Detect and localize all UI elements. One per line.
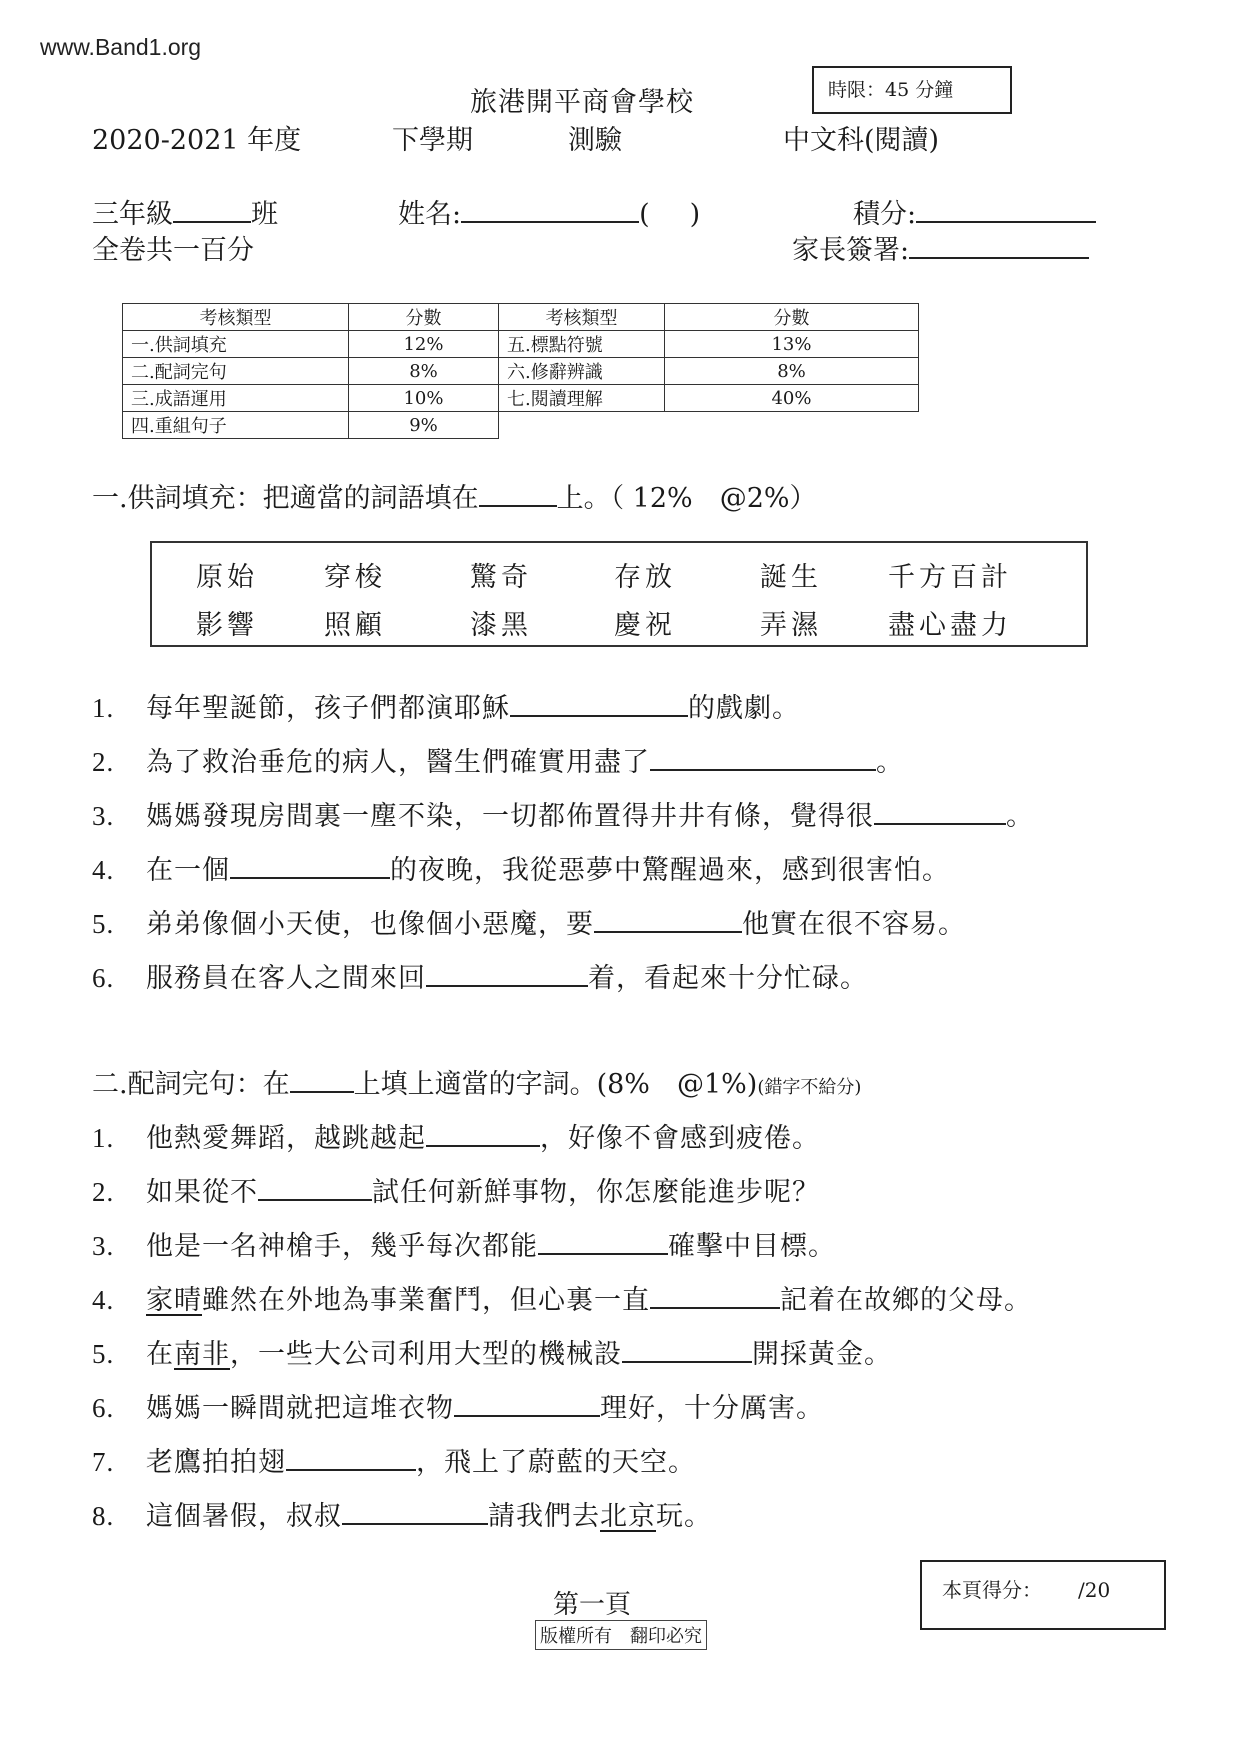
table-cell: 六.修辭辨識 xyxy=(499,358,665,385)
parent-signature-field xyxy=(792,228,1089,267)
answer-blank[interactable] xyxy=(650,745,876,771)
question-number: 3. xyxy=(92,801,115,831)
word-bank-item: 影響 xyxy=(196,610,258,641)
question-number: 7. xyxy=(92,1447,115,1477)
answer-blank[interactable] xyxy=(286,1445,416,1471)
question xyxy=(92,1116,820,1155)
question-text: 着，看起來十分忙碌。 xyxy=(588,963,868,994)
table-cell: 七.閱讀理解 xyxy=(499,385,665,412)
question-number: 2. xyxy=(92,747,115,777)
score-field xyxy=(853,192,1096,231)
word-bank-item: 原始 xyxy=(196,562,258,593)
question-text: 試任何新鮮事物，你怎麼能進步呢？ xyxy=(372,1177,820,1208)
word-bank-item: 照顧 xyxy=(324,610,386,641)
question xyxy=(92,740,904,779)
name-field xyxy=(398,192,700,231)
question-number: 6. xyxy=(92,963,115,993)
question-text: ，一些大公司利用大型的機械設 xyxy=(230,1339,622,1370)
question-text: 的夜晚，我從惡夢中驚醒過來，感到很害怕。 xyxy=(390,855,950,886)
word-bank-item: 誕生 xyxy=(760,562,822,593)
question-number: 5. xyxy=(92,909,115,939)
table-row xyxy=(123,358,919,385)
table-row xyxy=(123,331,919,358)
section1-title-text: 一.供詞填充：把適當的詞語填在 xyxy=(92,483,479,514)
question xyxy=(92,1386,824,1425)
test-type: 測驗 xyxy=(568,125,622,156)
question-text: 在 xyxy=(146,1339,174,1370)
word-bank-item: 盡心盡力 xyxy=(888,610,1012,641)
name-blank[interactable] xyxy=(461,197,639,223)
answer-blank[interactable] xyxy=(454,1391,600,1417)
section2-title-text: 二.配詞完句：在 xyxy=(92,1069,290,1100)
question-text: 請我們去 xyxy=(488,1501,600,1532)
page-number: 第一頁 xyxy=(553,1590,632,1620)
question-text: 媽媽發現房間裏一塵不染，一切都佈置得井井有條，覺得很 xyxy=(146,801,874,832)
word-bank-item: 穿梭 xyxy=(324,562,386,593)
answer-blank[interactable] xyxy=(874,799,1006,825)
question-text: 。 xyxy=(876,747,904,778)
question-number: 5. xyxy=(92,1339,115,1369)
section1-title xyxy=(92,476,817,515)
answer-blank[interactable] xyxy=(230,853,390,879)
question-text: 老鷹拍拍翅 xyxy=(146,1447,286,1478)
question xyxy=(92,1170,820,1209)
assessment-table xyxy=(122,303,919,439)
table-cell: 8% xyxy=(665,358,919,385)
word-bank-item: 漆黑 xyxy=(470,610,532,641)
answer-blank[interactable] xyxy=(426,961,588,987)
word-bank-item: 驚奇 xyxy=(470,562,532,593)
question-text: 每年聖誕節，孩子們都演耶穌 xyxy=(146,693,510,724)
class-label: 班 xyxy=(251,199,278,230)
question xyxy=(92,1224,836,1263)
table-cell: 12% xyxy=(349,331,499,358)
word-bank-item: 弄濕 xyxy=(760,610,822,641)
table-header-cell: 分數 xyxy=(349,304,499,331)
grade-label: 三年級 xyxy=(92,199,173,230)
question xyxy=(92,1440,696,1479)
question-text: 媽媽一瞬間就把這堆衣物 xyxy=(146,1393,454,1424)
answer-blank[interactable] xyxy=(342,1499,488,1525)
question-text: 開採黃金。 xyxy=(752,1339,892,1370)
name-paren-open: ( xyxy=(639,199,650,230)
parent-signature-blank[interactable] xyxy=(909,233,1089,259)
school-name: 旅港開平商會學校 xyxy=(470,87,694,118)
question-text: ，飛上了蔚藍的天空。 xyxy=(416,1447,696,1478)
table-header-cell: 分數 xyxy=(665,304,919,331)
question xyxy=(92,848,950,887)
table-cell: 五.標點符號 xyxy=(499,331,665,358)
answer-blank[interactable] xyxy=(426,1121,540,1147)
table-cell: 四.重組句子 xyxy=(123,412,349,439)
page-score-label: 本頁得分： xyxy=(942,1578,1042,1602)
table-header-cell: 考核類型 xyxy=(499,304,665,331)
table-cell: 40% xyxy=(665,385,919,412)
answer-blank[interactable] xyxy=(622,1337,752,1363)
table-cell: 10% xyxy=(349,385,499,412)
website-url: www.Band1.org xyxy=(40,34,202,60)
question-text: 為了救治垂危的病人，醫生們確實用盡了 xyxy=(146,747,650,778)
time-limit-box: 時限：45 分鐘 xyxy=(812,66,1012,114)
question xyxy=(92,956,868,995)
table-header-cell: 考核類型 xyxy=(123,304,349,331)
answer-blank[interactable] xyxy=(594,907,742,933)
question-text: 理好，十分厲害。 xyxy=(600,1393,824,1424)
question-text: 這個暑假，叔叔 xyxy=(146,1501,342,1532)
question-text: 他實在很不容易。 xyxy=(742,909,966,940)
question-number: 4. xyxy=(92,1285,115,1315)
question-text: 在一個 xyxy=(146,855,230,886)
proper-name: 北京 xyxy=(600,1501,656,1532)
section2-title-marks: 上填上適當的字詞。(8% @1%) xyxy=(353,1069,758,1100)
table-cell: 二.配詞完句 xyxy=(123,358,349,385)
answer-blank[interactable] xyxy=(650,1283,780,1309)
section2-title xyxy=(92,1062,861,1101)
question-number: 3. xyxy=(92,1231,115,1261)
table-row xyxy=(123,385,919,412)
title-blank xyxy=(479,481,557,507)
question xyxy=(92,1494,712,1533)
question-text: 玩。 xyxy=(656,1501,712,1532)
question-text: 。 xyxy=(1006,801,1034,832)
school-year: 2020-2021 年度 xyxy=(92,125,302,156)
question-text: 雖然在外地為事業奮鬥，但心裏一直 xyxy=(202,1285,650,1316)
question xyxy=(92,1332,892,1371)
parent-label: 家長簽署: xyxy=(792,235,910,266)
question-text: ，好像不會感到疲倦。 xyxy=(540,1123,820,1154)
subject: 中文科(閱讀) xyxy=(783,125,940,156)
score-label: 積分: xyxy=(853,199,917,230)
question-number: 1. xyxy=(92,1123,115,1153)
proper-name: 南非 xyxy=(174,1339,230,1370)
section1-title-marks: 上。（ 12% @2%） xyxy=(556,483,817,514)
term: 下學期 xyxy=(392,125,473,156)
question-text: 確擊中目標。 xyxy=(668,1231,836,1262)
table-cell: 8% xyxy=(349,358,499,385)
title-blank xyxy=(290,1067,354,1093)
table-header-row xyxy=(123,304,919,331)
question-number: 8. xyxy=(92,1501,115,1531)
answer-blank[interactable] xyxy=(258,1175,372,1201)
grade-class-field xyxy=(92,192,278,231)
total-marks: 全卷共一百分 xyxy=(92,235,254,266)
score-blank[interactable] xyxy=(916,197,1096,223)
question-number: 1. xyxy=(92,693,115,723)
answer-blank[interactable] xyxy=(510,691,688,717)
page-score-box xyxy=(920,1560,1166,1630)
word-bank-box xyxy=(150,541,1088,647)
word-bank-item: 存放 xyxy=(614,562,676,593)
question-number: 6. xyxy=(92,1393,115,1423)
answer-blank[interactable] xyxy=(538,1229,668,1255)
question xyxy=(92,686,800,725)
word-bank-item: 慶祝 xyxy=(614,610,676,641)
table-cell: 一.供詞填充 xyxy=(123,331,349,358)
section2-title-note: (錯字不給分) xyxy=(757,1077,862,1098)
name-label: 姓名: xyxy=(398,199,462,230)
question-text: 他是一名神槍手，幾乎每次都能 xyxy=(146,1231,538,1262)
question-text: 他熱愛舞蹈，越跳越起 xyxy=(146,1123,426,1154)
copyright-notice: 版權所有 翻印必究 xyxy=(535,1620,707,1650)
question-text: 記着在故鄉的父母。 xyxy=(780,1285,1032,1316)
word-bank-item: 千方百計 xyxy=(888,562,1012,593)
question-text: 如果從不 xyxy=(146,1177,258,1208)
page-score-total: /20 xyxy=(1078,1578,1111,1602)
name-paren-close: ) xyxy=(689,199,701,230)
table-cell: 三.成語運用 xyxy=(123,385,349,412)
table-cell: 13% xyxy=(665,331,919,358)
question-text: 弟弟像個小天使，也像個小惡魔，要 xyxy=(146,909,594,940)
proper-name: 家晴 xyxy=(146,1285,202,1316)
table-cell: 9% xyxy=(349,412,499,439)
question-number: 4. xyxy=(92,855,115,885)
class-blank[interactable] xyxy=(173,197,251,223)
question-text: 服務員在客人之間來回 xyxy=(146,963,426,994)
table-row xyxy=(123,412,919,439)
question xyxy=(92,902,966,941)
question-number: 2. xyxy=(92,1177,115,1207)
question xyxy=(92,794,1034,833)
question xyxy=(92,1278,1032,1317)
question-text: 的戲劇。 xyxy=(688,693,800,724)
